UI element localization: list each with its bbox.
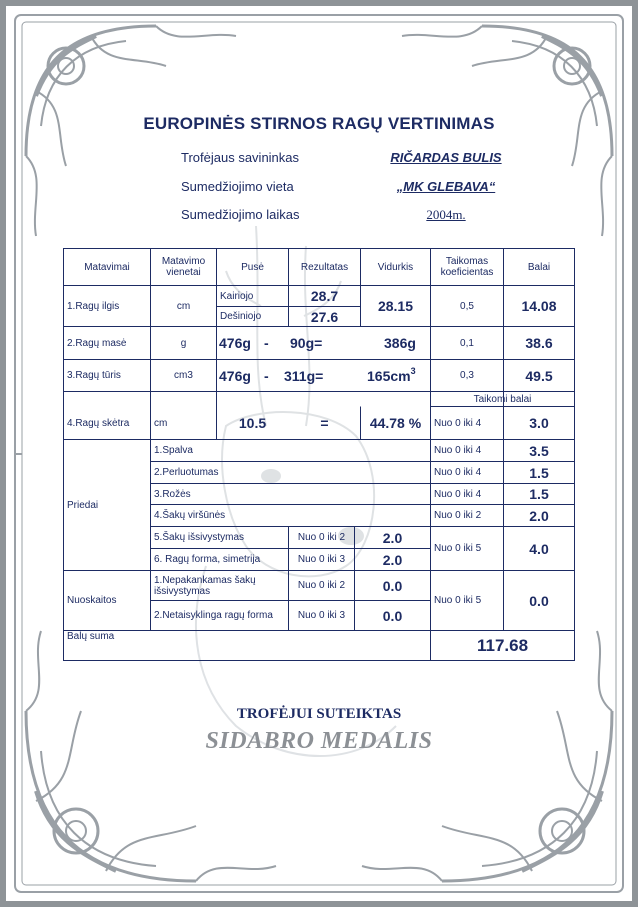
span-unit: cm (154, 417, 168, 429)
extras-shape-range: Nuo 0 iki 3 (297, 554, 346, 565)
mass-points: 38.6 (525, 335, 553, 351)
extras-pearl-label: 2.Perluotumas (154, 467, 219, 478)
extras-tine-value: 2.0 (382, 529, 403, 546)
header-average: Vidurkis (377, 261, 414, 273)
length-right-value: 27.6 (310, 308, 339, 325)
span-points: 3.0 (529, 415, 549, 431)
deduction-shape-value: 0.0 (382, 607, 403, 624)
certificate-page (6, 6, 632, 901)
extras-color-points: 3.5 (529, 442, 549, 459)
extras-tine-label: 5.Šakų išsivystymas (154, 532, 245, 543)
length-right-label: Dešiniojo (220, 311, 262, 322)
length-points: 14.08 (521, 298, 557, 314)
span-value: 10.5 (238, 415, 267, 431)
extras-rose-label: 3.Rožės (154, 488, 191, 500)
deductions-group-range: Nuo 0 iki 5 (434, 595, 482, 606)
header-side: Pusė (241, 261, 264, 273)
deduction-tine-value: 0.0 (382, 577, 403, 594)
length-left-label: Kairiojo (220, 290, 254, 302)
span-range: Nuo 0 iki 4 (434, 417, 482, 429)
header-units: Matavimo vienetai (161, 256, 206, 278)
header-points: Balai (527, 261, 551, 273)
extras-tine-range: Nuo 0 iki 2 (297, 532, 346, 543)
extras-tips-range: Nuo 0 iki 2 (434, 510, 482, 521)
volume-coefficient: 0,3 (460, 370, 474, 381)
extras-rose-points: 1.5 (529, 486, 549, 502)
span-equals: = (320, 415, 329, 431)
extras-color-range: Nuo 0 iki 4 (434, 445, 482, 456)
length-label: 1.Ragų ilgis (67, 300, 120, 312)
extras-pearl-points: 1.5 (529, 464, 549, 481)
award-medal: SIDABRO MEDALIS (205, 728, 433, 754)
extras-color-label: 1.Spalva (154, 445, 193, 456)
total-value: 117.68 (476, 635, 529, 655)
extras-label: Priedai (67, 499, 99, 511)
mass-coefficient: 0,1 (460, 337, 474, 349)
applied-points-header: Taikomi balai (473, 393, 532, 405)
extras-group-range: Nuo 0 iki 5 (434, 543, 482, 554)
mass-value1: 476g (219, 335, 251, 351)
volume-result-text: 165cm (367, 367, 411, 384)
deduction-tine-label: 1.Nepakankamas šakų išsivystymas (154, 574, 256, 597)
length-coefficient: 0,5 (460, 300, 474, 312)
span-percent: 44.78 % (369, 415, 422, 431)
extras-tips-points: 2.0 (529, 507, 549, 524)
deductions-group-points: 0.0 (529, 592, 549, 609)
extras-pearl-range: Nuo 0 iki 4 (434, 467, 482, 478)
extras-shape-label: 6. Ragų forma, simetrija (154, 554, 261, 565)
place-value: „MK GLEBAVA“ (396, 179, 496, 194)
volume-unit: cm3 (174, 370, 193, 381)
deductions-label: Nuoskaitos (67, 595, 117, 606)
mass-result: 386g (384, 335, 416, 351)
owner-value: RIČARDAS BULIS (390, 150, 502, 165)
span-label: 4.Ragų skėtra (67, 417, 130, 429)
total-label: Balų suma (67, 631, 115, 642)
extras-shape-value: 2.0 (382, 551, 403, 568)
extras-tips-label: 4.Šakų viršūnės (154, 510, 226, 521)
length-unit: cm (176, 300, 191, 312)
length-average: 28.15 (377, 298, 414, 314)
header-results: Rezultatas (300, 261, 349, 273)
deduction-shape-range: Nuo 0 iki 3 (297, 610, 346, 621)
owner-label: Trofėjaus savininkas (181, 150, 300, 165)
volume-result-sup: 3 (410, 366, 416, 376)
time-value: 2004m. (426, 207, 466, 222)
extras-rose-range: Nuo 0 iki 4 (434, 488, 482, 500)
volume-value1: 476g (219, 367, 251, 384)
document-title: EUROPINĖS STIRNOS RAGŲ VERTINIMAS (143, 114, 495, 133)
volume-points: 49.5 (525, 367, 553, 384)
award-caption: TROFĖJUI SUTEIKTAS (236, 706, 402, 722)
deduction-tine-range: Nuo 0 iki 2 (297, 580, 346, 591)
volume-result (367, 360, 430, 391)
header-measurements: Matavimai (84, 261, 130, 273)
mass-unit: g (180, 337, 187, 349)
length-left-value: 28.7 (310, 288, 339, 304)
volume-value2: 311g= (284, 367, 324, 384)
header-coefficient: Taikomas koeficientas (440, 256, 494, 278)
deduction-shape-label: 2.Netaisyklinga ragų forma (154, 610, 273, 621)
volume-dash: - (264, 367, 269, 384)
extras-group-points: 4.0 (529, 540, 549, 557)
time-label: Sumedžiojimo laikas (181, 207, 300, 222)
mass-dash: - (264, 335, 269, 351)
mass-label: 2.Ragų masė (67, 337, 127, 349)
mass-value2: 90g= (290, 335, 323, 351)
place-label: Sumedžiojimo vieta (181, 179, 294, 194)
volume-label: 3.Ragų tūris (67, 370, 121, 381)
